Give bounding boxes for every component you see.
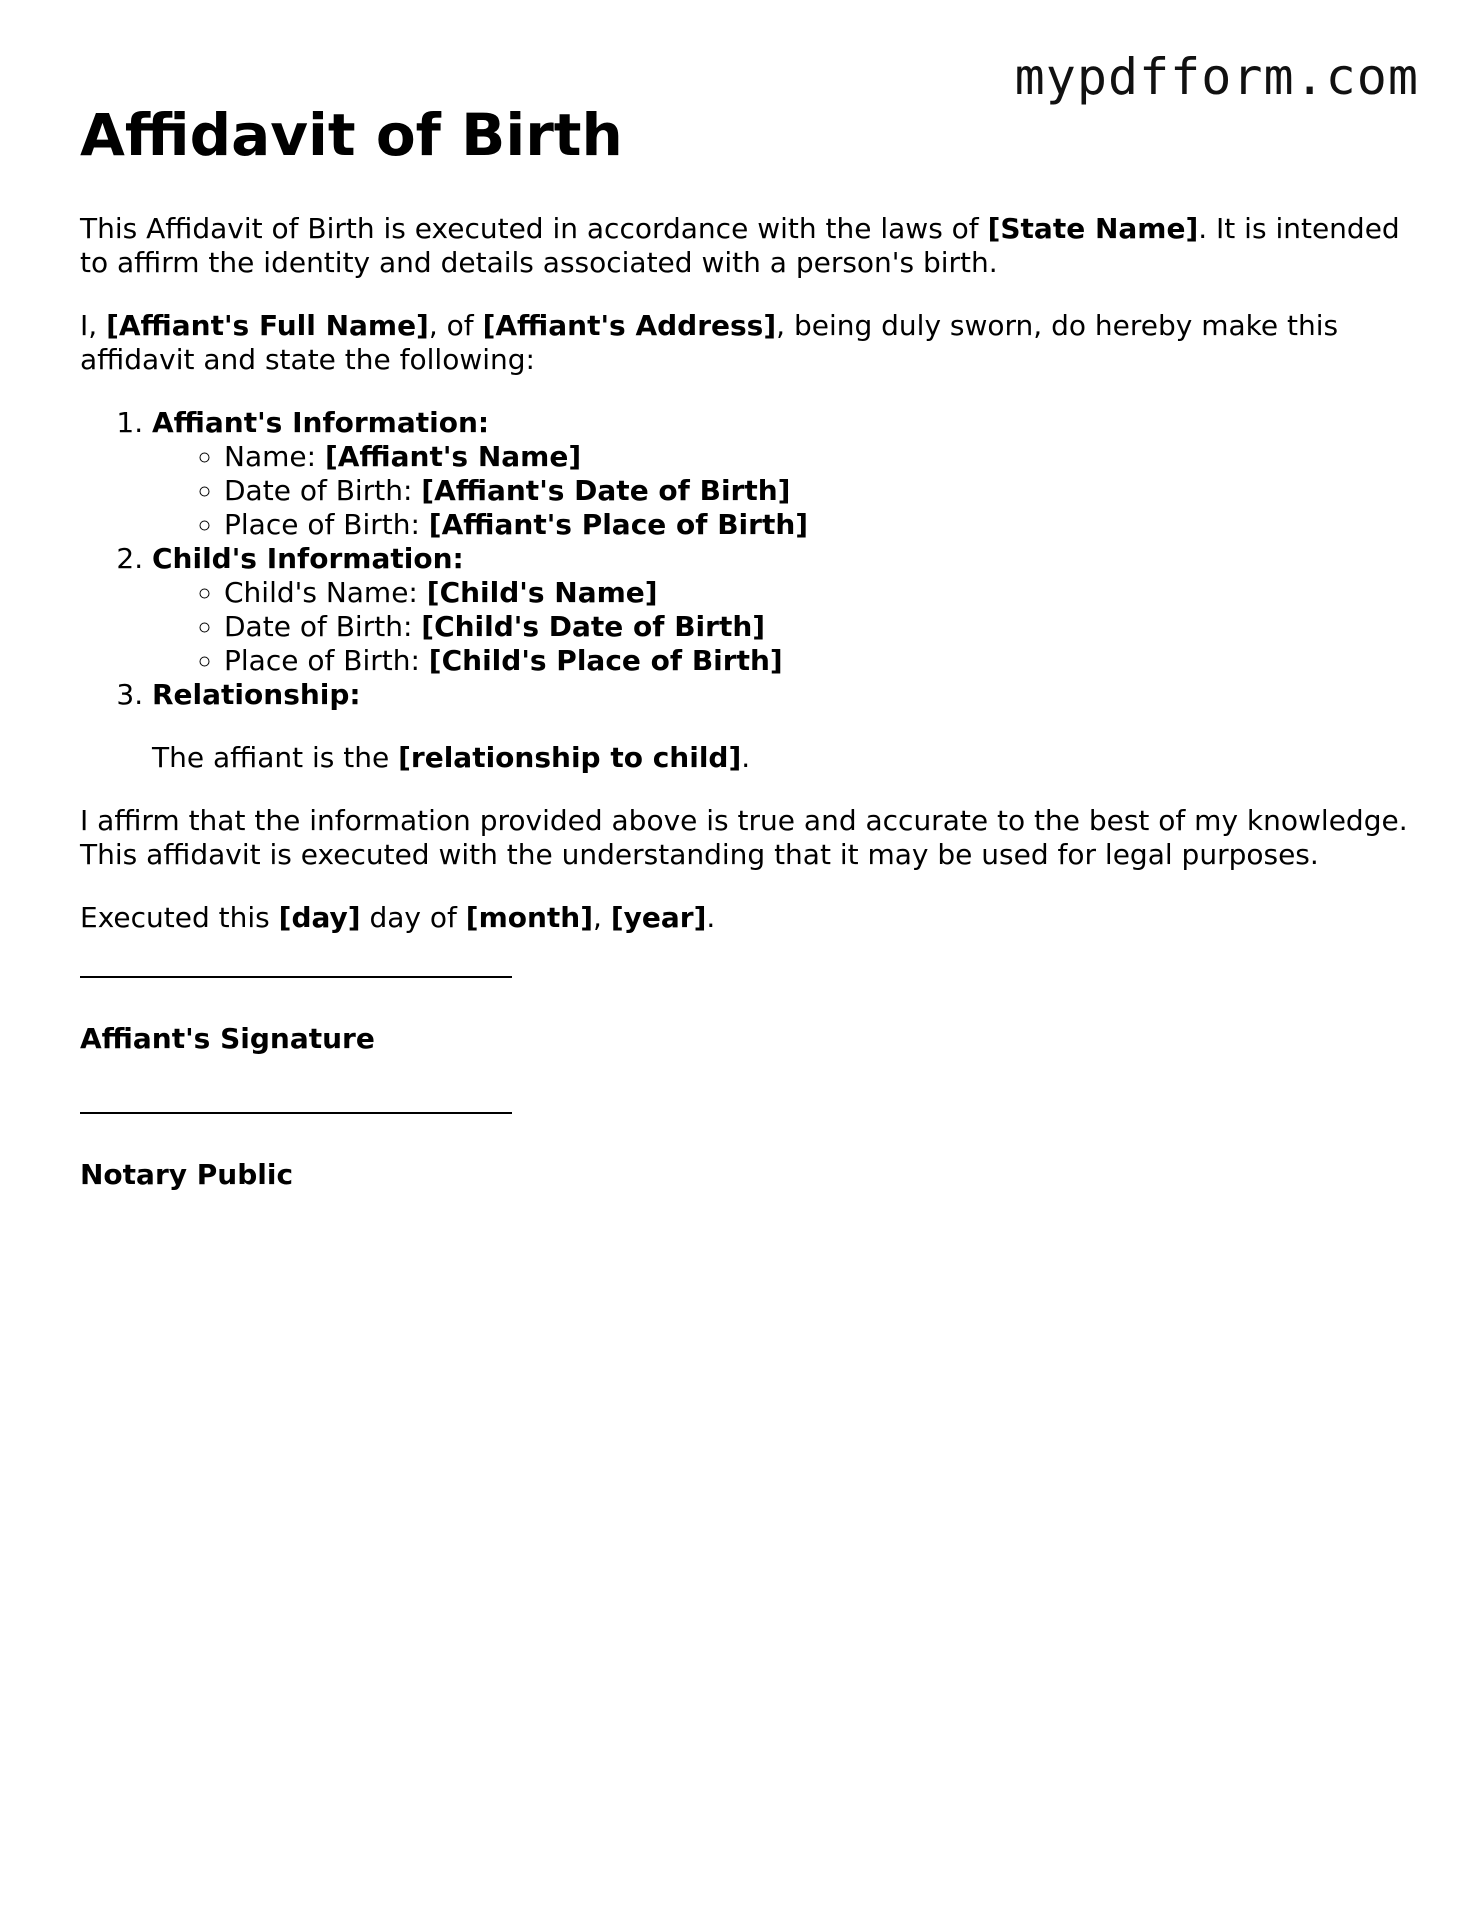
oath-text-1: I, [80, 309, 107, 342]
field-placeholder: [Affiant's Place of Birth] [428, 508, 809, 541]
field-label: Place of Birth: [224, 508, 429, 541]
year-placeholder: [year] [610, 901, 707, 934]
oath-text-2: , of [428, 309, 483, 342]
field-placeholder: [Child's Date of Birth] [421, 610, 766, 643]
intro-text-2: . It is intended to affirm the identity and details associated with a person's birth. [80, 212, 1400, 279]
document-title: Affidavit of Birth [80, 101, 623, 169]
executed-paragraph [80, 901, 1410, 935]
field-label: Date of Birth: [224, 610, 422, 643]
month-placeholder: [month] [465, 901, 594, 934]
statement-list [80, 406, 1410, 775]
executed-text-4: . [706, 901, 716, 934]
intro-text-1: This Affidavit of Birth is executed in accordance with the laws of [80, 212, 988, 245]
field-placeholder: [Child's Place of Birth] [428, 644, 783, 677]
field-label: Place of Birth: [224, 644, 429, 677]
field-label: Child's Name: [224, 576, 427, 609]
oath-text-3: , being duly sworn, do hereby make this affidavit and state the following: [80, 309, 1339, 376]
field-placeholder: [Affiant's Date of Birth] [421, 474, 791, 507]
notary-public-label: Notary Public [80, 1158, 294, 1191]
relationship-paragraph [152, 741, 1410, 775]
affiant-fields [152, 440, 1410, 542]
list-item-child-information [152, 542, 1410, 678]
section-heading: Child's Information: [152, 542, 464, 575]
relationship-text-2: . [741, 741, 751, 774]
section-heading: Affiant's Information: [152, 406, 490, 439]
list-item [224, 474, 1410, 508]
executed-text-2: day of [360, 901, 466, 934]
state-name-placeholder: [State Name] [987, 212, 1199, 245]
list-item-affiant-information [152, 406, 1410, 542]
list-item [224, 508, 1410, 542]
relationship-placeholder: [relationship to child] [398, 741, 742, 774]
intro-paragraph [80, 212, 1410, 280]
field-placeholder: [Affiant's Name] [324, 440, 582, 473]
notary-signature-line [80, 1112, 512, 1114]
affirmation-paragraph: I affirm that the information provided above is true and accurate to the best of my knowledge. This affidavit is executed with the understanding that it may be used for legal purposes. [80, 804, 1408, 871]
child-fields [152, 576, 1410, 678]
relationship-text-1: The affiant is the [152, 741, 399, 774]
affiant-signature-line [80, 976, 512, 978]
list-item [224, 644, 1410, 678]
day-placeholder: [day] [278, 901, 361, 934]
section-heading: Relationship: [152, 678, 361, 711]
list-item-relationship [152, 678, 1410, 775]
document-body [80, 212, 1410, 1248]
signature-block [80, 976, 1410, 1192]
field-label: Date of Birth: [224, 474, 422, 507]
affiant-address-placeholder: [Affiant's Address] [482, 309, 777, 342]
list-item [224, 576, 1410, 610]
affiant-full-name-placeholder: [Affiant's Full Name] [106, 309, 429, 342]
affiant-signature-label: Affiant's Signature [80, 1022, 375, 1055]
watermark: mypdfform.com [1014, 48, 1419, 106]
list-item [224, 440, 1410, 474]
executed-text-1: Executed this [80, 901, 279, 934]
oath-paragraph [80, 309, 1410, 377]
list-item [224, 610, 1410, 644]
field-label: Name: [224, 440, 325, 473]
executed-text-3: , [593, 901, 611, 934]
field-placeholder: [Child's Name] [426, 576, 658, 609]
